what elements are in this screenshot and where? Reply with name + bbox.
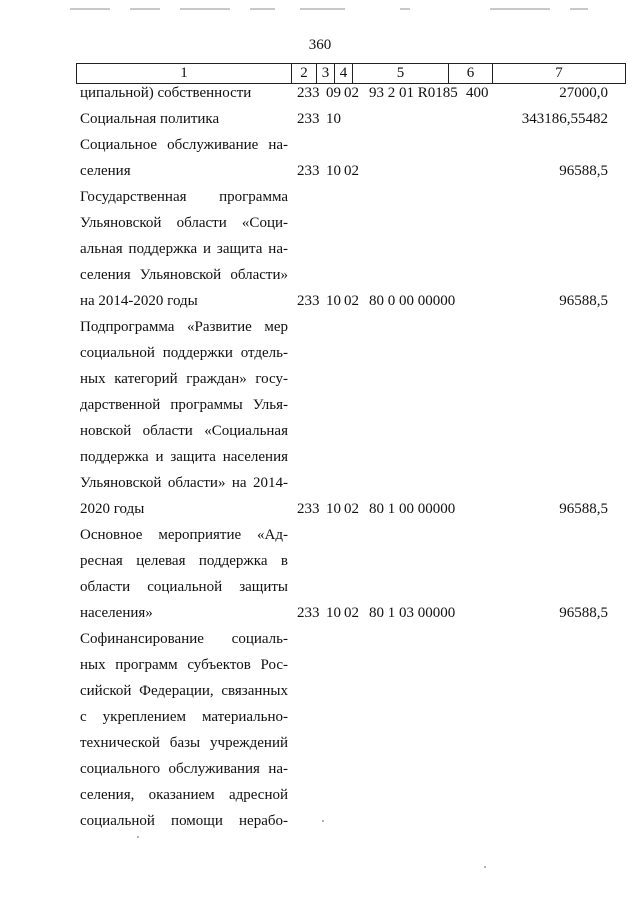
- scan-noise: [70, 8, 590, 14]
- cell-c7: 343186,55482: [521, 111, 608, 127]
- cell-c2: 233: [297, 111, 320, 127]
- description-line: Основное мероприятие «Ад-: [80, 527, 288, 543]
- description-line: социальной поддержки отдель-: [80, 345, 288, 361]
- cell-c2: 233: [297, 293, 320, 309]
- cell-c7: 96588,5: [559, 293, 608, 309]
- description-line: Подпрограмма «Развитие мер: [80, 319, 288, 335]
- description-line: сийской Федерации, связанных: [80, 683, 288, 699]
- cell-c4: 02: [344, 293, 359, 309]
- description-line: ресная целевая поддержка в: [80, 553, 288, 569]
- scan-speck: [484, 866, 486, 868]
- cell-c2: 233: [297, 163, 320, 179]
- description-line: ципальной) собственности: [80, 85, 252, 101]
- column-header-2: 2: [291, 64, 316, 83]
- cell-c4: 02: [344, 163, 359, 179]
- description-line: ных категорий граждан» госу-: [80, 371, 288, 387]
- description-line: Государственная программа: [80, 189, 288, 205]
- description-line: 2020 годы: [80, 501, 145, 517]
- description-line: социального обслуживания на-: [80, 761, 288, 777]
- cell-c5: 93 2 01 R0185: [369, 85, 458, 101]
- cell-c3: 10: [326, 605, 341, 621]
- cell-c6: 400: [466, 85, 489, 101]
- column-header-6: 6: [448, 64, 492, 83]
- cell-c7: 96588,5: [559, 163, 608, 179]
- description-line: Ульяновской области «Соци-: [80, 215, 288, 231]
- cell-c7: 96588,5: [559, 605, 608, 621]
- cell-c2: 233: [297, 501, 320, 517]
- row-description: [80, 314, 288, 522]
- row-description: [80, 626, 288, 834]
- description-line: ных программ субъектов Рос-: [80, 657, 288, 673]
- cell-c5: 80 1 03 00000: [369, 605, 456, 621]
- description-line: новской области «Социальная: [80, 423, 288, 439]
- cell-c3: 10: [326, 501, 341, 517]
- cell-c7: 96588,5: [559, 501, 608, 517]
- row-description: [80, 522, 288, 626]
- description-line: с укреплением материально-: [80, 709, 288, 725]
- description-line: поддержка и защита населения: [80, 449, 288, 465]
- description-line: селения, оказанием адресной: [80, 787, 288, 803]
- scan-speck: [137, 836, 139, 838]
- cell-c5: 80 1 00 00000: [369, 501, 456, 517]
- cell-c3: 10: [326, 293, 341, 309]
- description-line: Социальное обслуживание на-: [80, 137, 288, 153]
- description-line: селения: [80, 163, 131, 179]
- cell-c4: 02: [344, 605, 359, 621]
- column-header-5: 5: [352, 64, 448, 83]
- description-line: дарственной программы Улья-: [80, 397, 288, 413]
- cell-c3: 10: [326, 163, 341, 179]
- cell-c5: 80 0 00 00000: [369, 293, 456, 309]
- column-header-3: 3: [316, 64, 334, 83]
- column-header-4: 4: [334, 64, 352, 83]
- description-line: технической базы учреждений: [80, 735, 288, 751]
- description-line: Ульяновской области» на 2014-: [80, 475, 288, 491]
- row-description: [80, 184, 288, 314]
- description-line: области социальной защиты: [80, 579, 288, 595]
- cell-c3: 09: [326, 85, 341, 101]
- description-line: альная поддержка и защита на-: [80, 241, 288, 257]
- row-description: [80, 106, 288, 132]
- description-line: Социальная политика: [80, 111, 220, 127]
- description-line: Софинансирование социаль-: [80, 631, 288, 647]
- cell-c7: 27000,0: [559, 85, 608, 101]
- description-line: на 2014-2020 годы: [80, 293, 198, 309]
- column-header-7: 7: [492, 64, 625, 83]
- row-description: [80, 80, 288, 106]
- row-description: [80, 132, 288, 184]
- description-line: населения»: [80, 605, 153, 621]
- page-number: 360: [308, 37, 332, 53]
- cell-c2: 233: [297, 605, 320, 621]
- description-line: селения Ульяновской области»: [80, 267, 288, 283]
- scan-speck: [322, 820, 324, 822]
- column-header-1: 1: [180, 65, 188, 81]
- cell-c4: 02: [344, 85, 359, 101]
- cell-c3: 10: [326, 111, 341, 127]
- cell-c4: 02: [344, 501, 359, 517]
- cell-c2: 233: [297, 85, 320, 101]
- description-line: социальной помощи нерабо-: [80, 813, 288, 829]
